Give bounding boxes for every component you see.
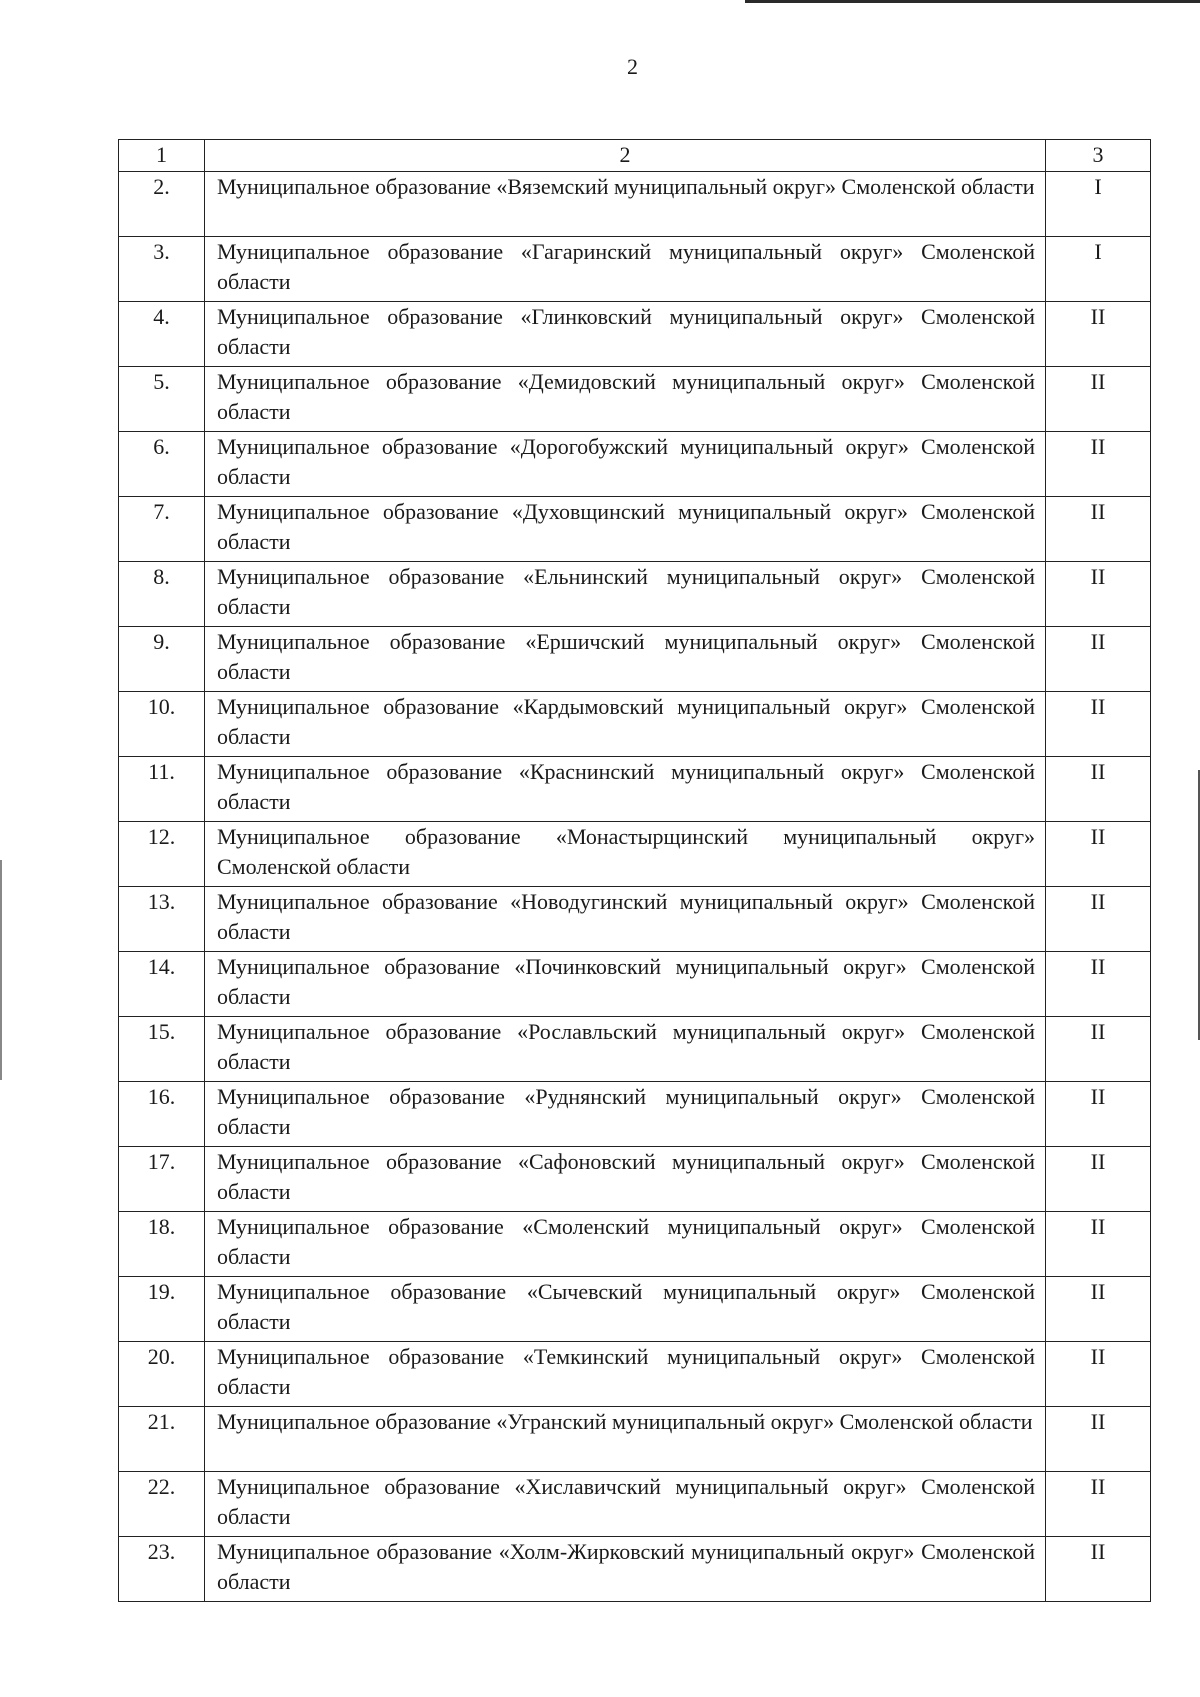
- table-row: [119, 627, 1151, 692]
- group-cell: II: [1046, 432, 1151, 497]
- municipality-name-cell: Муниципальное образование «Угранский муниципальный округ» Смоленской области: [205, 1407, 1046, 1472]
- group-cell: II: [1046, 1342, 1151, 1407]
- municipality-name-cell: Муниципальное образование «Гагаринский муниципальный округ» Смоленской области: [205, 237, 1046, 302]
- municipality-name-cell: Муниципальное образование «Темкинский муниципальный округ» Смоленской области: [205, 1342, 1046, 1407]
- row-number-cell: 7.: [119, 497, 205, 562]
- column-header-number: 1: [119, 140, 205, 172]
- row-number-cell: 3.: [119, 237, 205, 302]
- row-number-cell: 21.: [119, 1407, 205, 1472]
- group-cell: II: [1046, 757, 1151, 822]
- table-row: [119, 432, 1151, 497]
- table-row: [119, 237, 1151, 302]
- column-header-name: 2: [205, 140, 1046, 172]
- row-number-cell: 10.: [119, 692, 205, 757]
- group-cell: II: [1046, 1537, 1151, 1602]
- table-row: [119, 497, 1151, 562]
- table-row: [119, 1407, 1151, 1472]
- table-row: [119, 1342, 1151, 1407]
- row-number-cell: 12.: [119, 822, 205, 887]
- municipality-name-cell: Муниципальное образование «Дорогобужский муниципальный округ» Смоленской области: [205, 432, 1046, 497]
- table-row: [119, 1212, 1151, 1277]
- row-number-cell: 8.: [119, 562, 205, 627]
- row-number-cell: 23.: [119, 1537, 205, 1602]
- municipalities-table: [118, 139, 1151, 1602]
- municipality-name-cell: Муниципальное образование «Холм-Жирковский муниципальный округ» Смоленской области: [205, 1537, 1046, 1602]
- municipality-name-cell: Муниципальное образование «Монастырщинский муниципальный округ» Смоленской области: [205, 822, 1046, 887]
- row-number-cell: 14.: [119, 952, 205, 1017]
- group-cell: II: [1046, 302, 1151, 367]
- table-row: [119, 952, 1151, 1017]
- table-row: [119, 302, 1151, 367]
- table-row: [119, 692, 1151, 757]
- row-number-cell: 4.: [119, 302, 205, 367]
- row-number-cell: 17.: [119, 1147, 205, 1212]
- municipality-name-cell: Муниципальное образование «Демидовский муниципальный округ» Смоленской области: [205, 367, 1046, 432]
- municipality-name-cell: Муниципальное образование «Сычевский муниципальный округ» Смоленской области: [205, 1277, 1046, 1342]
- group-cell: II: [1046, 1277, 1151, 1342]
- row-number-cell: 22.: [119, 1472, 205, 1537]
- group-cell: II: [1046, 1407, 1151, 1472]
- table-row: [119, 1147, 1151, 1212]
- table-row: [119, 1537, 1151, 1602]
- group-cell: I: [1046, 172, 1151, 237]
- municipality-name-cell: Муниципальное образование «Вяземский муниципальный округ» Смоленской области: [205, 172, 1046, 237]
- municipality-name-cell: Муниципальное образование «Хиславичский муниципальный округ» Смоленской области: [205, 1472, 1046, 1537]
- group-cell: II: [1046, 1212, 1151, 1277]
- group-cell: II: [1046, 1017, 1151, 1082]
- group-cell: II: [1046, 887, 1151, 952]
- row-number-cell: 6.: [119, 432, 205, 497]
- group-cell: II: [1046, 562, 1151, 627]
- row-number-cell: 19.: [119, 1277, 205, 1342]
- municipality-name-cell: Муниципальное образование «Рославльский муниципальный округ» Смоленской области: [205, 1017, 1046, 1082]
- table-row: [119, 1472, 1151, 1537]
- table-header-row: [119, 140, 1151, 172]
- table-row: [119, 1017, 1151, 1082]
- row-number-cell: 2.: [119, 172, 205, 237]
- group-cell: II: [1046, 692, 1151, 757]
- group-cell: II: [1046, 1472, 1151, 1537]
- municipality-name-cell: Муниципальное образование «Новодугинский муниципальный округ» Смоленской области: [205, 887, 1046, 952]
- group-cell: II: [1046, 952, 1151, 1017]
- row-number-cell: 16.: [119, 1082, 205, 1147]
- group-cell: II: [1046, 497, 1151, 562]
- scan-edge-left-line: [0, 860, 2, 1080]
- row-number-cell: 11.: [119, 757, 205, 822]
- table-row: [119, 562, 1151, 627]
- row-number-cell: 18.: [119, 1212, 205, 1277]
- municipality-name-cell: Муниципальное образование «Кардымовский муниципальный округ» Смоленской области: [205, 692, 1046, 757]
- group-cell: II: [1046, 367, 1151, 432]
- group-cell: II: [1046, 1147, 1151, 1212]
- municipality-name-cell: Муниципальное образование «Сафоновский муниципальный округ» Смоленской области: [205, 1147, 1046, 1212]
- scan-edge-top-line: [745, 0, 1200, 3]
- group-cell: II: [1046, 627, 1151, 692]
- row-number-cell: 20.: [119, 1342, 205, 1407]
- row-number-cell: 15.: [119, 1017, 205, 1082]
- municipality-name-cell: Муниципальное образование «Смоленский муниципальный округ» Смоленской области: [205, 1212, 1046, 1277]
- municipality-name-cell: Муниципальное образование «Ершичский муниципальный округ» Смоленской области: [205, 627, 1046, 692]
- table-row: [119, 1082, 1151, 1147]
- table-row: [119, 1277, 1151, 1342]
- table-row: [119, 887, 1151, 952]
- page-number: 2: [627, 54, 638, 79]
- municipality-name-cell: Муниципальное образование «Починковский муниципальный округ» Смоленской области: [205, 952, 1046, 1017]
- group-cell: II: [1046, 1082, 1151, 1147]
- row-number-cell: 13.: [119, 887, 205, 952]
- municipality-name-cell: Муниципальное образование «Ельнинский муниципальный округ» Смоленской области: [205, 562, 1046, 627]
- table-row: [119, 172, 1151, 237]
- group-cell: I: [1046, 237, 1151, 302]
- row-number-cell: 5.: [119, 367, 205, 432]
- table-row: [119, 757, 1151, 822]
- table-row: [119, 367, 1151, 432]
- row-number-cell: 9.: [119, 627, 205, 692]
- municipality-name-cell: Муниципальное образование «Руднянский муниципальный округ» Смоленской области: [205, 1082, 1046, 1147]
- municipality-name-cell: Муниципальное образование «Глинковский муниципальный округ» Смоленской области: [205, 302, 1046, 367]
- table-body: [119, 140, 1151, 1602]
- column-header-group: 3: [1046, 140, 1151, 172]
- table-row: [119, 822, 1151, 887]
- municipality-name-cell: Муниципальное образование «Краснинский муниципальный округ» Смоленской области: [205, 757, 1046, 822]
- group-cell: II: [1046, 822, 1151, 887]
- municipality-name-cell: Муниципальное образование «Духовщинский муниципальный округ» Смоленской области: [205, 497, 1046, 562]
